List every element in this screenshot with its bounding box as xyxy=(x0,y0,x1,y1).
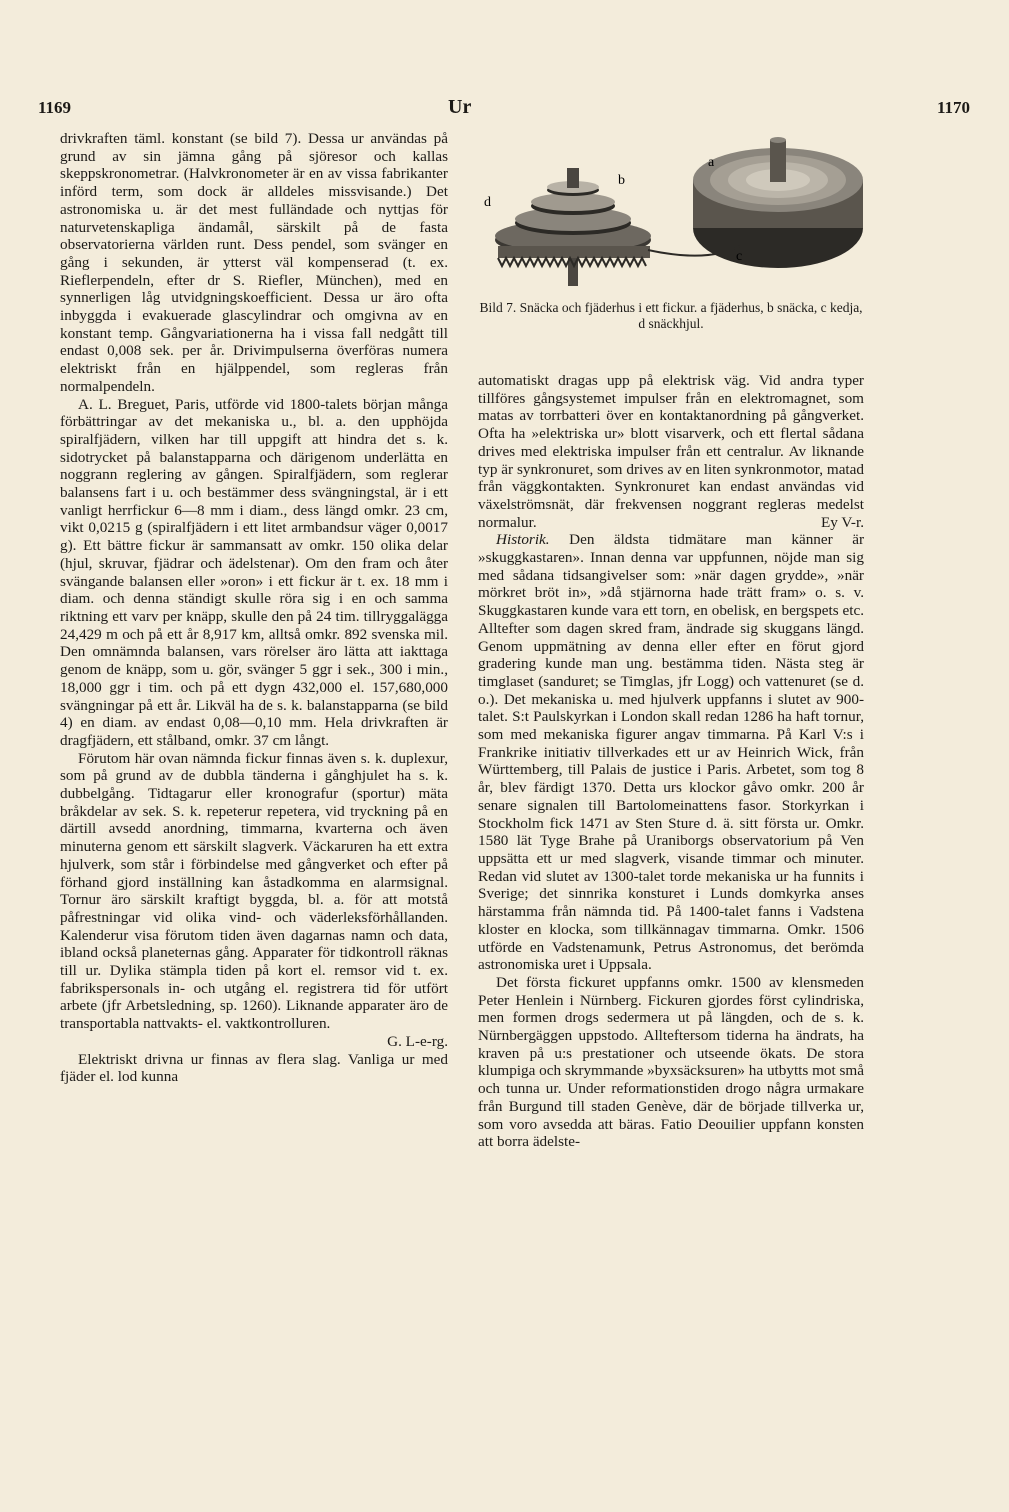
right-paragraph-2 xyxy=(478,531,864,974)
page-number-left: 1169 xyxy=(38,98,72,117)
watch-mechanism-figure xyxy=(478,128,864,318)
right-column xyxy=(478,372,864,1151)
right-paragraph-1 xyxy=(478,372,864,531)
right-paragraph-3: Det första fickuret uppfanns omkr. 1500 av klensmeden Peter Henlein i Nürnberg. Fickuren gjordes först cylindriska, men formen drogs sedermera ut på längden, och de s. k. Nürnbergäggen uppstodo. Allteftersom tiderna ha ändrats, ha kraven på u:s prestationer och utseende ökats. De stora klumpiga och skrymmande »byxsäcksuren» ha utbytts mot små och tunna ur. Under reformationstiden drogo några urmakare från Burgund till staden Genève, där de började tillverka ur, som voro avsedda att bäras. Fatio Deouilier uppfann konsten att borra ädelste- xyxy=(478,973,864,1151)
author-signature-2: Ey V-r. xyxy=(820,513,864,531)
right-paragraph-1-text: automatiskt dragas upp på elektrisk väg. Vid andra typer tillföres gångsystemet impulser från en elektromagnet, som matas av torrbatteri över en kontaktanordning på gångverket. Ofta ha »elektriska ur» blott visarverk, och ett flertal sådana drives med elektriska impulser från ett centralur. Av liknande typ är synkronuret, som drives av en liten synkronmotor, matad från väggkontakten. Synkronuret kan endast användas vid växelströmsnät, där frekvensen noggrant regleras medelst normalur. xyxy=(478,372,864,531)
running-title: Ur xyxy=(448,96,472,118)
left-column xyxy=(60,130,448,1086)
figure-caption: Bild 7. Snäcka och fjäderhus i ett fickur. a fjäderhus, b snäcka, c kedja, d snäckhjul. xyxy=(479,300,863,331)
left-paragraph-4: Elektriskt drivna ur finnas av flera slag. Vanliga ur med fjäder el. lod kunna xyxy=(60,1050,448,1086)
history-heading: Historik. xyxy=(496,531,550,549)
label-a: a xyxy=(708,155,715,170)
left-paragraph-3: Förutom här ovan nämnda fickur finnas även s. k. duplexur, som på grund av de dubbla tänderna i gånghjulet ha s. k. dubbelgång. Tidtagarur eller kronografur (sportur) mäta bråkdelar av sek. S. k. repeterur repetera, vid tryckning på en därtill avsedd anordning, timmarna, kvarterna och även minuterna genom ett särskilt slagverk. Väckaruren ha ett extra hjulverk, som står i förbindelse med gångverket och efter på förhand gjord inställning kan åstadkomma en alarmsignal. Tornur äro särskilt kraftigt byggda, bl. a. för att motstå påfrestningar vid olika vind- och väderleksförhållanden. Kalenderur visa förutom tiden även dagarnas namn och data, ibland också planeternas gång. Apparater för tidkontroll räknas till ur. Dylika stämpla tiden på kort el. remsor vid t. ex. fabrikspersonals in- och utgång el. registrera tid för utfört arbete (jfr Arbetsledning, sp. 1260). Liknande apparater äro de transportabla nattvakts- el. vaktkontrolluren. xyxy=(60,749,448,1033)
right-paragraph-2-text: Den äldsta tidmätare man känner är »skuggkastaren». Innan denna var uppfunnen, nöjde man sig med sådana tidsangivelser som: »när dagen grydde», »när mörkret bröt in», »då stjärnorna hade trätt fram» o. s. v. Skuggkastaren kunde vara ett torn, en obelisk, en bergspets etc. Alltefter som dagen skred fram, ändrade sig skuggans längd. Genom uppmätning av denna eller efter en förut gjord gradering kunde man ung. bestämma tiden. Nästa steg är timglaset (sanduret; se Timglas, jfr Logg) och vattenuret (se d. o.). Det mekaniska u. med hjulverk uppfanns i slutet av 900-talet. S:t Paulskyrkan i London skall redan 1286 ha haft tornur, som med mekaniska figurer angav timmarna. På Karl V:s i Frankrike initiativ tillverkades ett ur av Heinrich Wick, från Württemberg, till Palais de justice i Paris. Arbetet, som tog 8 år, blev färdigt 1370. Detta urs klockor gåvo omkr. 200 år senare signalen till Bartolomeinattens fasor. Storkyrkan i Stockholm fick 1471 av Sten Sture d. ä. sitt första ur. Omkr. 1580 lät Tyge Brahe på Uraniborgs observatorium på Ven uppsätta ett ur med slagverk, visande timmar och minuter. Redan vid slutet av 1300-talet torde mekaniska ur ha funnits i Sverige; det sinnrika konsturet i Lunds domkyrka anses härstamma från nämnda tid. På 1400-talet fanns i Vadstena kloster en klocka, som tillkännagav timmarna. Omkr. 1506 utförde en Vadstenamunk, Petrus Astronomus, det berömda astronomiska uret i Uppsala. xyxy=(478,531,865,974)
author-signature-1: G. L-e-rg. xyxy=(387,1032,448,1050)
left-paragraph-2: A. L. Breguet, Paris, utförde vid 1800-talets början många förbättringar av det mekaniska u., bl. a. den upphöjda spiralfjädern, vilken har till uppgift att hindra det s. k. sidotrycket på balanstapparna och därigenom underlätta en noggrann reglering av gången. Spiralfjädern, som reglerar balansens fart i u. och bestämmer dess svängningstal, är i ett vanligt herrfickur 6—8 mm i diam., dess längd omkr. 23 cm, vikt 0,0215 g (spiralfjädern i ett litet armbandsur väger 0,0017 g). Ett bättre fickur är sammansatt av omkr. 150 olika delar (hjul, skruvar, fjädrar och ädelstenar). Om den fram och åter svängande balansen eller »oron» i ett fickur är t. ex. 18 mm i diam. och denna ständigt skulle röra sig i en och samma riktning ett varv per knäpp, skulle den på 24 tim. tillryggalägga 24,429 m och på ett år 8,917 km, alltså omkr. 892 svenska mil. Den omnämnda balansen, vars rörelser äro lätta att iakttaga genom de knäpp, som u. gör, svänger 5 ggr i sek., 300 i min., 18,000 ggr i tim. och på ett dygn 432,000 el. 157,680,000 svängningar på ett år. Likväl ha de s. k. balanstapparna (se bild 4) en diam. av endast 0,08—0,10 mm. Hela drivkraften är dragfjädern, ett stålband, omkr. 37 cm långt. xyxy=(60,395,448,749)
label-c: c xyxy=(736,249,743,264)
left-paragraph-1: drivkraften täml. konstant (se bild 7). Dessa ur användas på grund av sin jämna gång på sjöresor och kallas skeppskronometrar. (Halvkronometer är en av vissa fabrikanter införd term, som dock är alldeles missvisande.) Det astronomiska u. är det mest fulländade och nyttjas för naturvetenskapliga ändamål, särskilt på de fasta observatorierna världen runt. Dess pendel, som svänger en gång i sekunden, är ytterst väl kompenserad (t. ex. Rieflerpendeln, efter dr S. Riefler, München), med en synnerligen låg utvidgningskoefficient. Dessa ur äro ofta inbyggda i evakuerade glascylindrar och omgivna av en konstant temp. Gångvariationerna ha i vissa fall nedgått till endast 0,008 sek. per år. Drivimpulserna överföras numera elektriskt från en hjälppendel, som regleras från normalpendeln. xyxy=(60,130,448,395)
fusee-cone xyxy=(495,168,651,286)
page-number-right: 1170 xyxy=(936,98,970,117)
signature-line-1 xyxy=(60,1033,448,1051)
barrel xyxy=(693,137,863,268)
label-b: b xyxy=(618,173,625,188)
label-d: d xyxy=(484,195,491,210)
page-header xyxy=(38,98,970,122)
